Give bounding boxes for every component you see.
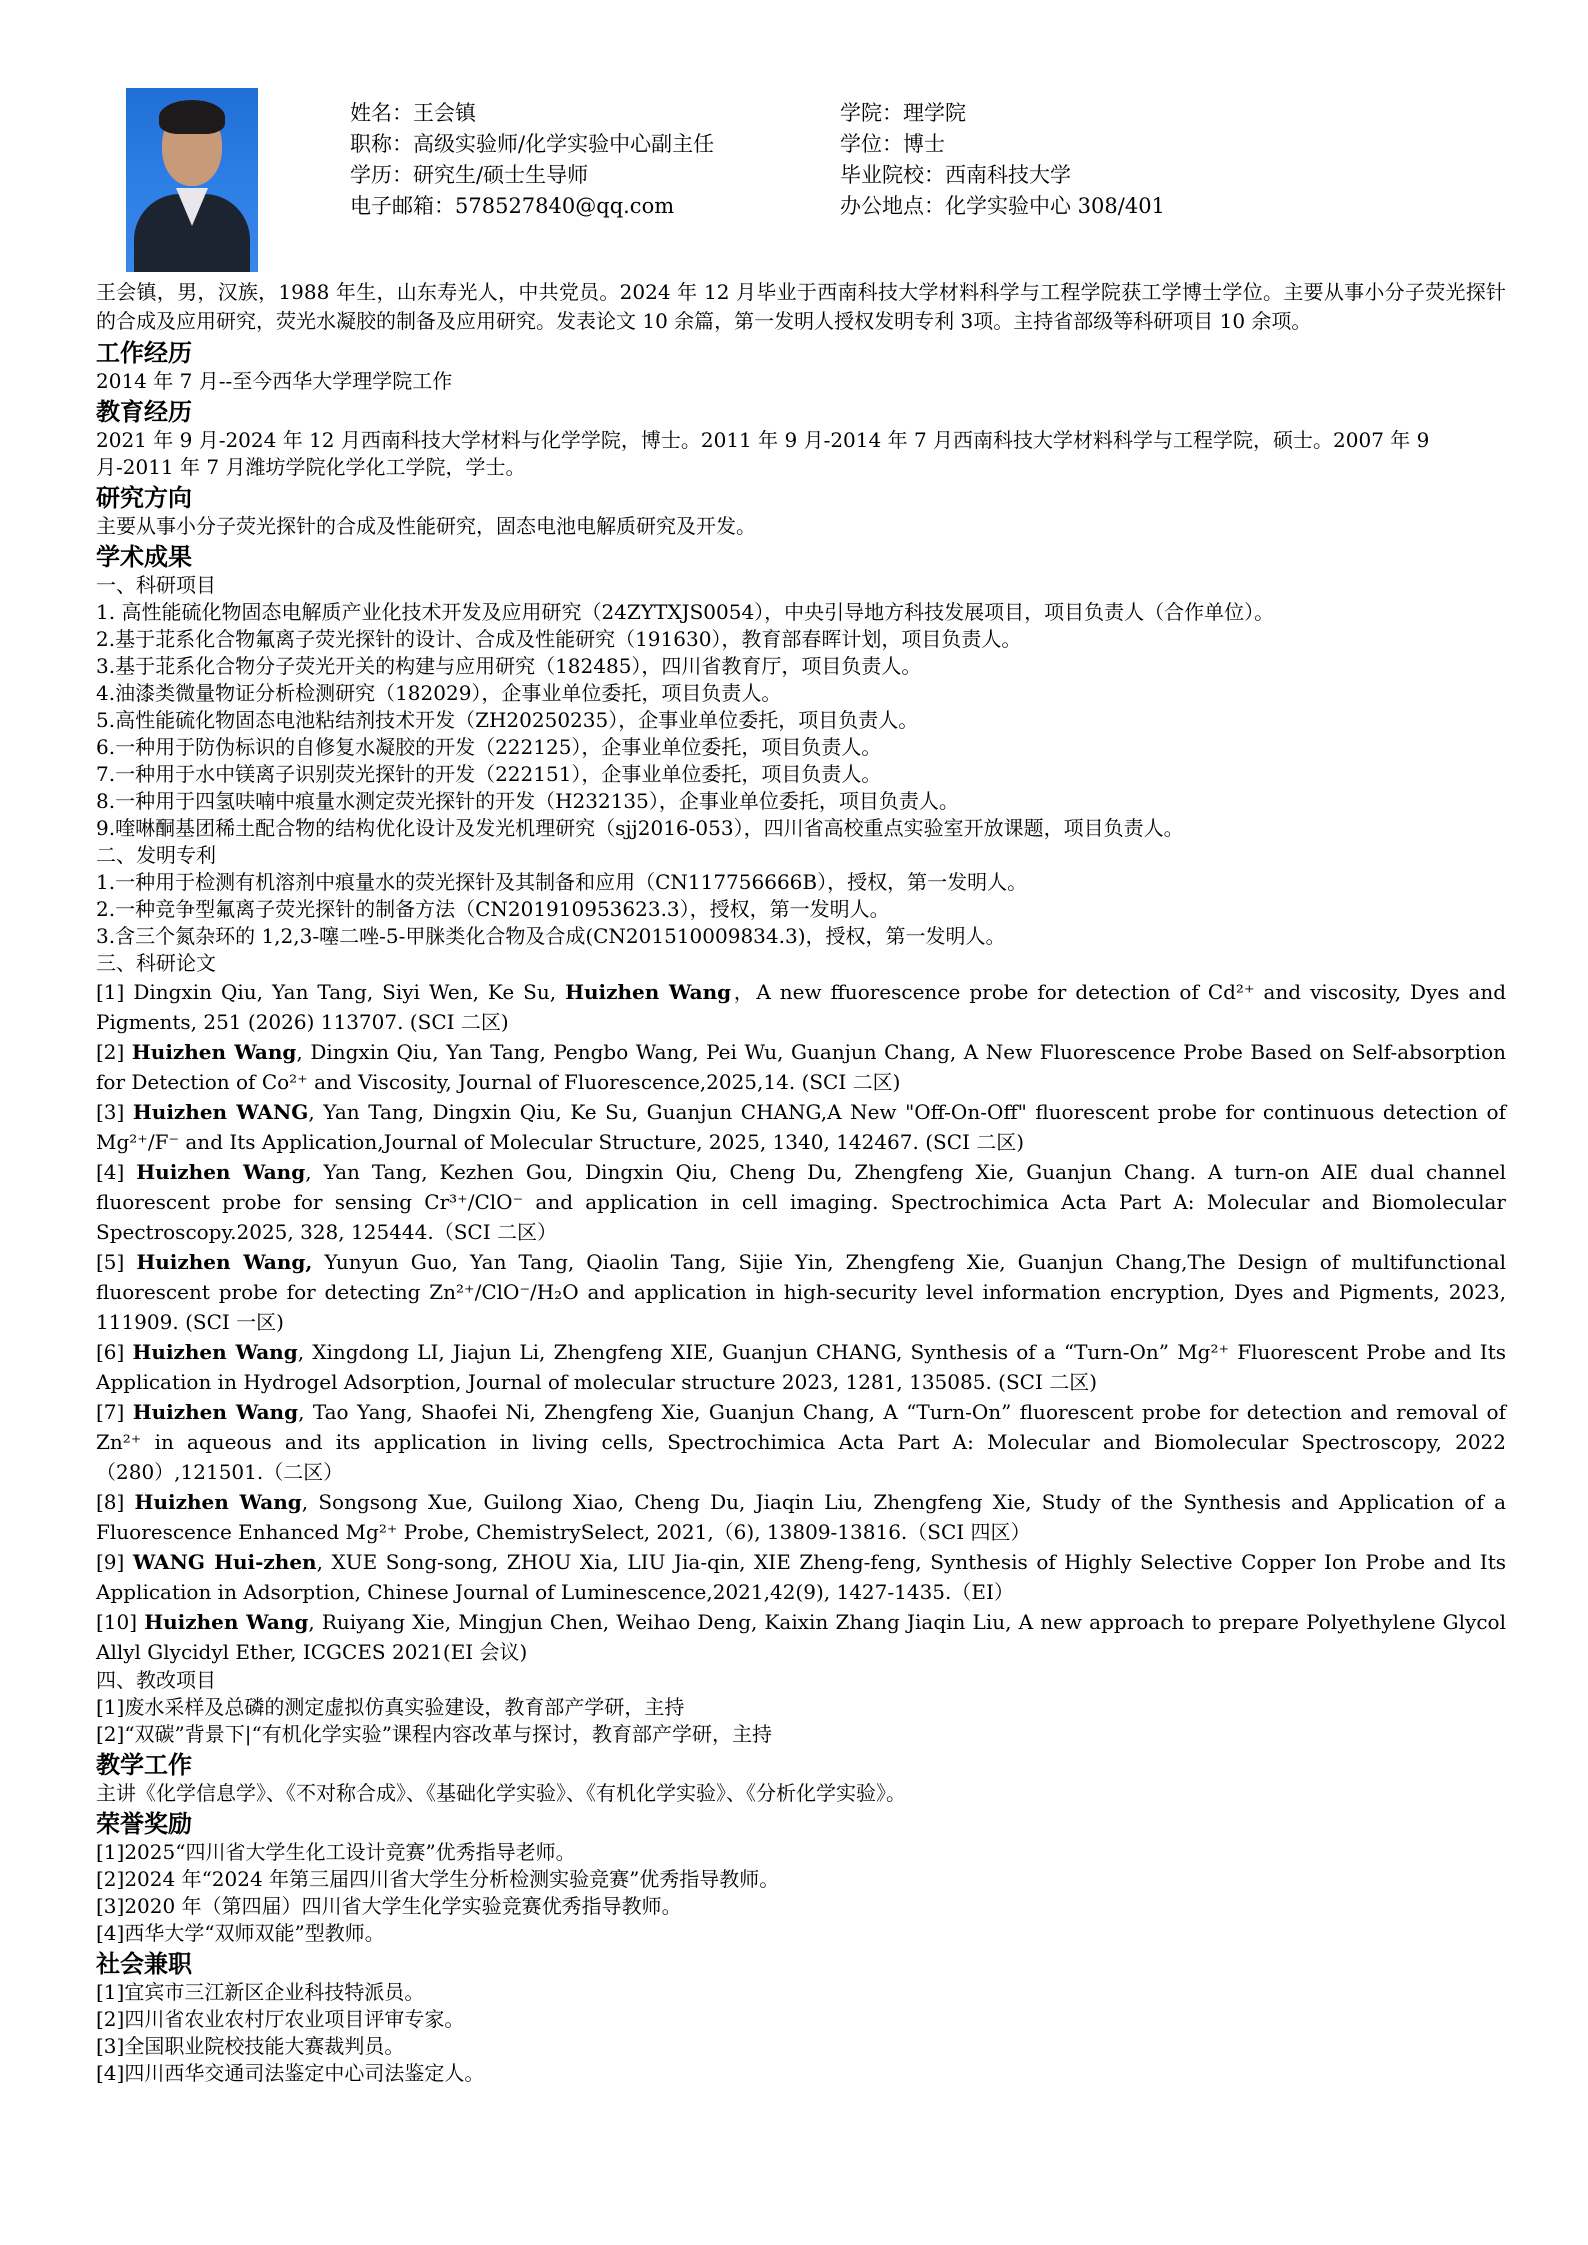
list-item: [1]宜宾市三江新区企业科技特派员。	[96, 1980, 425, 2004]
academic-heading: 学术成果	[96, 543, 192, 571]
title-field: 职称：高级实验师/化学实验中心副主任	[350, 132, 715, 156]
list-item: 8.一种用于四氢呋喃中痕量水测定荧光探针的开发（H232135），企事业单位委托，项目负责人。	[96, 789, 959, 813]
social-list	[96, 1979, 1506, 2087]
research-text: 主要从事小分子荧光探针的合成及性能研究，固态电池电解质研究及开发。	[96, 514, 756, 538]
profile-header	[96, 88, 1506, 274]
patents-title: 二、发明专利	[96, 843, 216, 867]
list-item: 4.油漆类微量物证分析检测研究（182029），企事业单位委托，项目负责人。	[96, 681, 782, 705]
name-field: 姓名：王会镇	[350, 101, 476, 125]
list-item: [3]全国职业院校技能大赛裁判员。	[96, 2034, 405, 2058]
paper-item: [5] Huizhen Wang, Yunyun Guo, Yan Tang, Qiaolin Tang, Sijie Yin, Zhengfeng Xie, Guanjun Chang,The Design of multifunctional fluorescent probe for detecting Zn²⁺/ClO⁻/H₂O and application in high-security level information encryption, Dyes and Pigments, 2023, 111909. (SCI 一区)	[96, 1250, 1506, 1334]
list-item: 1.一种用于检测有机溶剂中痕量水的荧光探针及其制备和应用（CN117756666B），授权，第一发明人。	[96, 870, 1028, 894]
list-item: [2]“双碳”背景下|“有机化学实验”课程内容改革与探讨，教育部产学研，主持	[96, 1722, 772, 1746]
education-heading: 教育经历	[96, 398, 192, 426]
profile-page	[96, 88, 1506, 2087]
papers-title: 三、科研论文	[96, 951, 216, 975]
list-item: 7.一种用于水中镁离子识别荧光探针的开发（222151），企事业单位委托，项目负责人。	[96, 762, 882, 786]
list-item: [1]废水采样及总磷的测定虚拟仿真实验建设，教育部产学研，主持	[96, 1695, 685, 1719]
teaching-text: 主讲《化学信息学》、《不对称合成》、《基础化学实验》、《有机化学实验》、《分析化学实验》。	[96, 1781, 906, 1805]
paper-item: [10] Huizhen Wang, Ruiyang Xie, Mingjun Chen, Weihao Deng, Kaixin Zhang Jiaqin Liu, A new approach to prepare Polyethylene Glycol Allyl Glycidyl Ether, ICGCES 2021(EI 会议)	[96, 1610, 1506, 1664]
paper-item: [3] Huizhen WANG, Yan Tang, Dingxin Qiu, Ke Su, Guanjun CHANG,A New "Off-On-Off" fluorescent probe for continuous detection of Mg²⁺/F⁻ and Its Application,Journal of Molecular Structure, 2025, 1340, 142467. (SCI 二区)	[96, 1100, 1506, 1154]
profile-photo	[126, 88, 258, 272]
work-text: 2014 年 7 月--至今西华大学理学院工作	[96, 369, 453, 393]
paper-item: [6] Huizhen Wang, Xingdong LI, Jiajun Li, Zhengfeng XIE, Guanjun CHANG, Synthesis of a “Turn-On” Mg²⁺ Fluorescent Probe and Its Application in Hydrogel Adsorption, Journal of molecular structure 2023, 1281, 135085. (SCI 二区)	[96, 1340, 1507, 1394]
list-item: [2]四川省农业农村厅农业项目评审专家。	[96, 2007, 465, 2031]
list-item: 6.一种用于防伪标识的自修复水凝胶的开发（222125），企事业单位委托，项目负责人。	[96, 735, 882, 759]
degree-field: 学位：博士	[840, 132, 945, 156]
paper-item: [4] Huizhen Wang, Yan Tang, Kezhen Gou, Dingxin Qiu, Cheng Du, Zhengfeng Xie, Guanjun Chang. A turn-on AIE dual channel fluorescent probe for sensing Cr³⁺/ClO⁻ and application in cell imaging. Spectrochimica Acta Part A: Molecular and Biomolecular Spectroscopy.2025, 328, 125444.（SCI 二区）	[96, 1160, 1507, 1244]
list-item: 1. 高性能硫化物固态电解质产业化技术开发及应用研究（24ZYTXJS0054），中央引导地方科技发展项目，项目负责人（合作单位）。	[96, 600, 1275, 624]
social-heading: 社会兼职	[96, 1950, 192, 1978]
list-item: 9.喹啉酮基团稀土配合物的结构优化设计及发光机理研究（sjj2016-053），四川省高校重点实验室开放课题，项目负责人。	[96, 816, 1184, 840]
list-item: [2]2024 年“2024 年第三届四川省大学生分析检测实验竞赛”优秀指导教师。	[96, 1867, 780, 1891]
teaching-reform-title: 四、教改项目	[96, 1668, 216, 1692]
teaching-reform-list	[96, 1694, 1506, 1748]
paper-item: [7] Huizhen Wang, Tao Yang, Shaofei Ni, Zhengfeng Xie, Guanjun Chang, A “Turn-On” fluorescent probe for detection and removal of Zn²⁺ in aqueous and its application in living cells, Spectrochimica Acta Part A: Molecular and Biomolecular Spectroscopy, 2022（280）,121501.（二区）	[96, 1400, 1507, 1484]
list-item: 2.一种竞争型氟离子荧光探针的制备方法（CN201910953623.3），授权，第一发明人。	[96, 897, 890, 921]
list-item: 5.高性能硫化物固态电池粘结剂技术开发（ZH20250235），企事业单位委托，项目负责人。	[96, 708, 919, 732]
paper-item: [9] WANG Hui-zhen, XUE Song-song, ZHOU Xia, LIU Jia-qin, XIE Zheng-feng, Synthesis of Highly Selective Copper Ion Probe and Its Application in Adsorption, Chinese Journal of Luminescence,2021,42(9), 1427-1435.（EI）	[96, 1550, 1506, 1604]
teaching-heading: 教学工作	[96, 1751, 192, 1779]
list-item: 2.基于苝系化合物氟离子荧光探针的设计、合成及性能研究（191630），教育部春晖计划，项目负责人。	[96, 627, 1022, 651]
paper-item: [8] Huizhen Wang, Songsong Xue, Guilong Xiao, Cheng Du, Jiaqin Liu, Zhengfeng Xie, Study of the Synthesis and Application of a Fluorescence Enhanced Mg²⁺ Probe, ChemistrySelect, 2021,（6), 13809-13816.（SCI 四区）	[96, 1490, 1507, 1544]
profile-info-left	[350, 98, 714, 222]
education-field: 学历：研究生/硕士生导师	[350, 163, 589, 187]
projects-list	[96, 599, 1506, 842]
papers-list	[96, 977, 1506, 1667]
research-heading: 研究方向	[96, 484, 192, 512]
intro-paragraph: 王会镇，男，汉族，1988 年生，山东寿光人，中共党员。2024 年 12 月毕业于西南科技大学材料科学与工程学院获工学博士学位。主要从事小分子荧光探针的合成及应用研究，荧光水凝胶的制备及应用研究。发表论文 10 余篇，第一发明人授权发明专利 3项。主持省部级等科研项目 10 余项。	[96, 280, 1506, 333]
education-text: 2021 年 9 月-2024 年 12 月西南科技大学材料与化学学院，博士。2011 年 9 月-2014 年 7 月西南科技大学材料科学与工程学院，硕士。2007 年 9 月-2011 年 7 月潍坊学院化学化工学院，学士。	[96, 428, 1430, 479]
graduated-from-field: 毕业院校：西南科技大学	[840, 163, 1071, 187]
honors-list	[96, 1839, 1506, 1947]
profile-info-right	[840, 98, 1165, 222]
office-field: 办公地点：化学实验中心 308/401	[840, 194, 1165, 218]
list-item: [4]西华大学“双师双能”型教师。	[96, 1921, 385, 1945]
list-item: 3.基于苝系化合物分子荧光开关的构建与应用研究（182485），四川省教育厅，项目负责人。	[96, 654, 922, 678]
college-field: 学院：理学院	[840, 101, 966, 125]
email-field: 电子邮箱：578527840@qq.com	[350, 194, 675, 218]
list-item: 3.含三个氮杂环的 1,2,3-噻二唑-5-甲脒类化合物及合成(CN201510009834.3)，授权，第一发明人。	[96, 924, 1006, 948]
list-item: [1]2025“四川省大学生化工设计竞赛”优秀指导老师。	[96, 1840, 576, 1864]
work-heading: 工作经历	[96, 339, 192, 367]
honors-heading: 荣誉奖励	[96, 1810, 192, 1838]
paper-item: [2] Huizhen Wang, Dingxin Qiu, Yan Tang, Pengbo Wang, Pei Wu, Guanjun Chang, A New Fluorescence Probe Based on Self-absorption for Detection of Co²⁺ and Viscosity, Journal of Fluorescence,2025,14. (SCI 二区)	[96, 1040, 1506, 1094]
list-item: [3]2020 年（第四届）四川省大学生化学实验竞赛优秀指导教师。	[96, 1894, 682, 1918]
patents-list	[96, 869, 1506, 950]
paper-item: [1] Dingxin Qiu, Yan Tang, Siyi Wen, Ke Su, Huizhen Wang，A new ffuorescence probe for detection of Cd²⁺ and viscosity, Dyes and Pigments, 251 (2026) 113707. (SCI 二区)	[96, 980, 1506, 1034]
projects-title: 一、科研项目	[96, 573, 216, 597]
list-item: [4]四川西华交通司法鉴定中心司法鉴定人。	[96, 2061, 485, 2085]
